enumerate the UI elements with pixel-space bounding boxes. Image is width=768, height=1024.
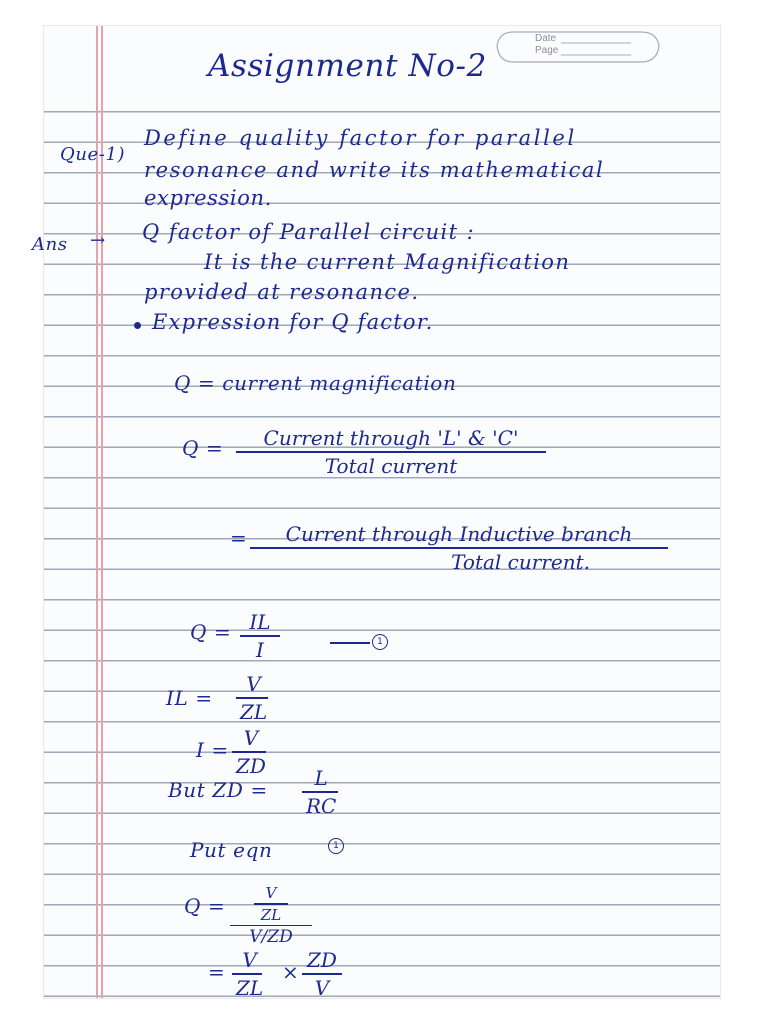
equation-5-fraction xyxy=(236,672,271,724)
equation-10-fraction-a xyxy=(232,948,267,1000)
equation-6-fraction xyxy=(232,726,270,778)
equation-10-b-denominator: V xyxy=(314,975,330,1000)
question-label: Que-1) xyxy=(60,144,126,165)
fraction-bar xyxy=(230,925,312,927)
fraction-bar xyxy=(240,635,280,637)
equation-3-numerator: Current through Inductive branch xyxy=(285,522,633,546)
reference-dash xyxy=(330,642,370,644)
definition-line-2: provided at resonance. xyxy=(144,280,420,304)
multiply-sign: × xyxy=(282,960,300,984)
equation-3-fraction xyxy=(250,522,668,574)
fraction-bar xyxy=(232,751,266,753)
expression-bullet: Expression for Q factor. xyxy=(152,310,434,334)
equation-10-a-denominator: ZL xyxy=(236,975,264,1000)
equation-3-lhs: = xyxy=(230,526,248,550)
equation-9-fraction xyxy=(230,884,312,947)
equation-7-fraction xyxy=(302,766,340,818)
equation-4-denominator: I xyxy=(256,637,264,662)
equation-8: Put eqn xyxy=(190,838,273,862)
equation-2-numerator: Current through 'L' & 'C' xyxy=(263,426,519,450)
equation-9-inner-numerator: V xyxy=(265,884,277,902)
equation-6-lhs: I = xyxy=(196,738,229,762)
question-line-3: expression. xyxy=(144,186,272,210)
equation-7-denominator: RC xyxy=(306,793,337,818)
fraction-bar xyxy=(302,973,342,975)
equation-2-denominator: Total current xyxy=(324,453,458,478)
equation-7-lhs: But ZD = xyxy=(168,778,268,802)
equation-5-lhs: IL = xyxy=(166,686,213,710)
fraction-bar xyxy=(236,451,546,453)
equation-9-inner-denominator: ZL xyxy=(260,905,282,924)
equation-3-denominator: Total current. xyxy=(451,549,590,574)
answer-heading: Q factor of Parallel circuit : xyxy=(142,220,476,244)
date-page-stamp xyxy=(491,26,663,68)
fraction-bar xyxy=(254,903,288,905)
equation-10-a-numerator: V xyxy=(242,948,257,972)
page-title: Assignment No-2 xyxy=(208,48,487,84)
equation-6-numerator: V xyxy=(243,726,259,750)
question-line-1: Define quality factor for parallel xyxy=(144,126,577,150)
margin-line xyxy=(96,26,98,998)
equation-7-numerator: L xyxy=(314,766,328,790)
stamp-frame xyxy=(491,26,663,68)
fraction-bar xyxy=(236,697,268,699)
equation-6-denominator: ZD xyxy=(236,753,266,778)
equation-4-tag: 1 xyxy=(372,634,388,650)
equation-5-denominator: ZL xyxy=(240,699,268,724)
equation-4-numerator: IL xyxy=(249,610,271,634)
equation-10-lhs: = xyxy=(208,960,226,984)
equation-2-fraction xyxy=(236,426,546,478)
fraction-bar xyxy=(302,791,338,793)
bullet-icon xyxy=(134,322,141,329)
notebook-page xyxy=(32,26,720,1000)
equation-4-lhs: Q = xyxy=(190,620,232,644)
equation-10-b-numerator: ZD xyxy=(307,948,337,972)
equation-2-lhs: Q = xyxy=(182,436,224,460)
definition-line-1: It is the current Magnification xyxy=(204,250,571,274)
margin-line-inner xyxy=(101,26,103,998)
equation-1: Q = current magnification xyxy=(174,371,457,395)
fraction-bar xyxy=(250,547,668,549)
equation-9-denominator: V/ZD xyxy=(249,927,293,948)
question-line-2: resonance and write its mathematical xyxy=(144,158,605,182)
fraction-bar xyxy=(232,973,262,975)
equation-9-lhs: Q = xyxy=(184,894,226,918)
page-label: Page xyxy=(535,45,559,56)
equation-5-numerator: V xyxy=(246,672,261,696)
equation-8-tag: 1 xyxy=(328,838,344,854)
equation-10-fraction-b xyxy=(302,948,342,1000)
date-label: Date xyxy=(535,33,557,44)
equation-4-fraction xyxy=(240,610,280,662)
arrow-icon: → xyxy=(90,230,106,251)
answer-label: Ans xyxy=(32,234,68,255)
equation-9-numerator xyxy=(250,884,292,924)
